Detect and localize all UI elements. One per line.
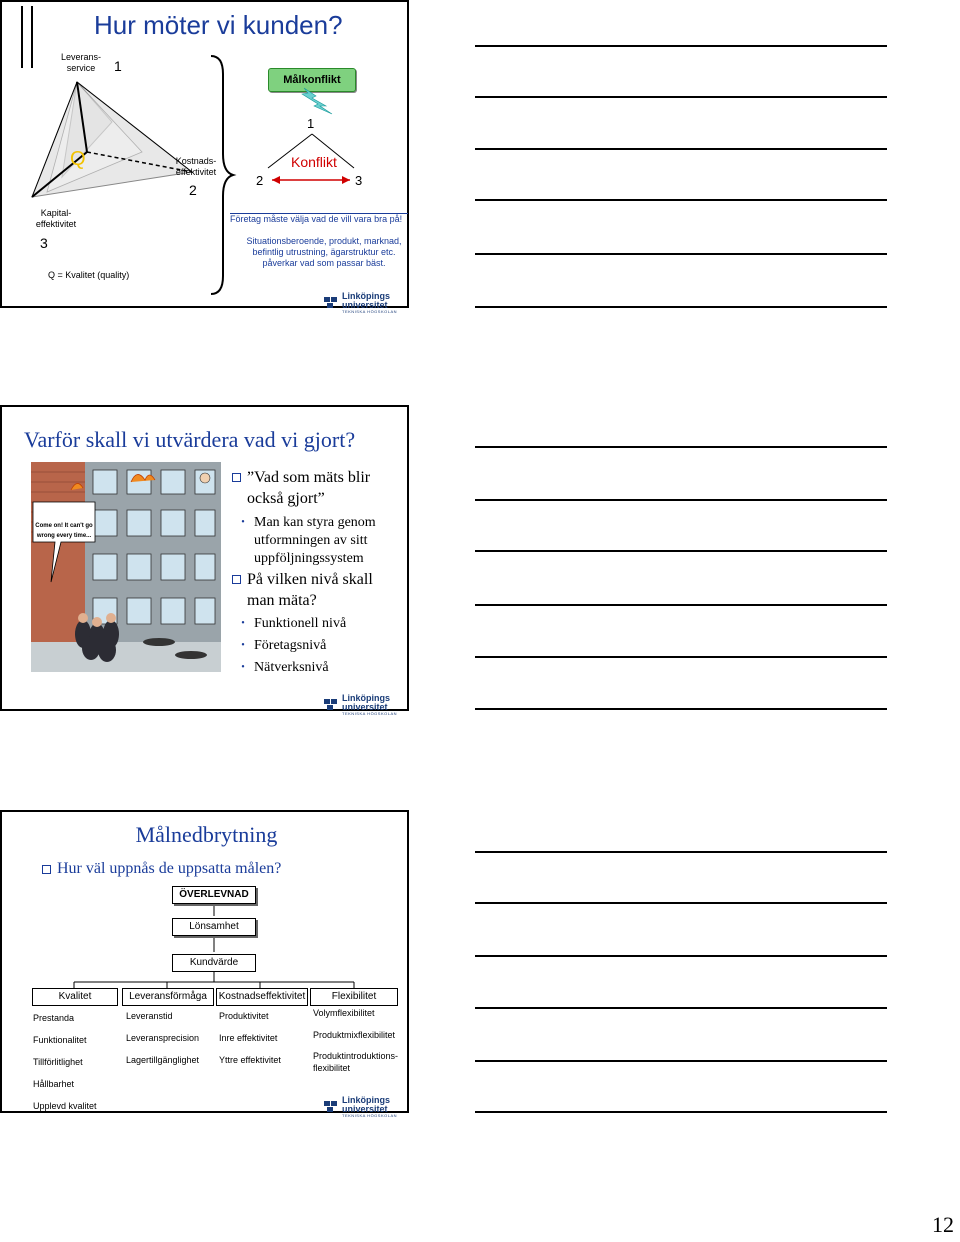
leverans-number: 1 bbox=[114, 58, 122, 74]
conflict-top-number: 1 bbox=[307, 116, 315, 131]
brace-icon bbox=[207, 54, 237, 296]
konflikt-label: Konflikt bbox=[291, 154, 337, 170]
logo-sub: TEKNISKA HÖGSKOLAN bbox=[342, 309, 398, 314]
list-item: Volymflexibilitet bbox=[313, 1008, 375, 1018]
malkonflikt-box: Målkonflikt bbox=[268, 68, 356, 92]
note-line bbox=[475, 45, 887, 47]
cartoon-image bbox=[31, 462, 221, 672]
list-item: Lagertillgänglighet bbox=[126, 1055, 200, 1065]
column-leveransformaga bbox=[126, 1012, 199, 1078]
sub-bullet-2-text: Funktionell nivå bbox=[254, 615, 347, 631]
slide-2-title: Varför skall vi utvärdera vad vi gjort? bbox=[24, 427, 356, 452]
list-item bbox=[313, 1051, 398, 1074]
logo-sub: TEKNISKA HÖGSKOLAN bbox=[342, 711, 398, 716]
bullet-square-icon bbox=[42, 865, 51, 874]
bullet-1-line-2: också gjort” bbox=[247, 489, 325, 507]
kundvarde-box: Kundvärde bbox=[172, 954, 256, 972]
page-number: 12 bbox=[932, 1212, 954, 1237]
list-item: Produktivitet bbox=[219, 1011, 269, 1021]
bullet-square-icon bbox=[232, 473, 241, 482]
note-line bbox=[475, 446, 887, 448]
list-item: Upplevd kvalitet bbox=[33, 1101, 97, 1111]
sub-bullet-3-text: Företagsnivå bbox=[254, 637, 327, 653]
sub-bullet-1-line-1: Man kan styra genom bbox=[254, 514, 376, 530]
bullet-2-line-2: man mäta? bbox=[247, 591, 317, 609]
header-flexibilitet: Flexibilitet bbox=[310, 988, 398, 1006]
header-leveransformaga: Leveransförmåga bbox=[122, 988, 214, 1006]
note-line bbox=[475, 851, 887, 853]
slide-2 bbox=[0, 405, 409, 716]
list-item: Produktmixflexibilitet bbox=[313, 1030, 396, 1040]
note-line bbox=[475, 902, 887, 904]
kapital-number: 3 bbox=[40, 235, 48, 251]
slide-3-bullet-text: Hur väl uppnås de uppsatta målen? bbox=[57, 860, 282, 877]
note-line-2: Situationsberoende, produkt, marknad, bbox=[246, 236, 402, 246]
note-line bbox=[475, 656, 887, 658]
column-kostnadseffektivitet bbox=[219, 1012, 281, 1078]
conflict-right-number: 3 bbox=[355, 173, 363, 188]
note-line bbox=[475, 253, 887, 255]
bullet-2 bbox=[232, 570, 410, 612]
header-kostnadseffektivitet: Kostnadseffektivitet bbox=[216, 988, 308, 1006]
logo-name: Linköpings universitet bbox=[342, 291, 390, 310]
sub-bullet-1-line-3: uppföljningssystem bbox=[254, 550, 364, 566]
slide-3 bbox=[0, 810, 409, 1118]
sub-bullet-4-text: Nätverksnivå bbox=[254, 660, 329, 676]
note-line bbox=[475, 550, 887, 552]
note-line bbox=[475, 499, 887, 501]
slide-1 bbox=[0, 0, 409, 314]
sub-bullet-4 bbox=[232, 659, 410, 677]
bullet-1-line-1: ”Vad som mäts blir bbox=[247, 469, 371, 486]
cartoon-speech bbox=[35, 522, 93, 541]
logo-name: Linköpings universitet bbox=[342, 693, 390, 712]
list-item: Yttre effektivitet bbox=[219, 1055, 281, 1065]
note-line-4: påverkar vad som passar bäst. bbox=[262, 257, 386, 268]
note-line bbox=[475, 708, 887, 710]
slide-1-title: Hur möter vi kunden? bbox=[94, 10, 343, 40]
note-line-3: befintlig utrustning, ägarstruktur etc. bbox=[252, 246, 396, 257]
bullet-1 bbox=[232, 468, 410, 510]
cartoon-speech-line-1: Come on! It can't go bbox=[35, 523, 93, 529]
column-kvalitet bbox=[33, 1014, 97, 1124]
note-line-1: Företag måste välja vad de vill vara bra på! bbox=[230, 214, 403, 224]
lonsamhet-box: Lönsamhet bbox=[172, 918, 256, 936]
sub-bullet-3 bbox=[232, 637, 410, 655]
university-logo-icon bbox=[324, 1101, 338, 1113]
list-item-line: flexibilitet bbox=[313, 1062, 351, 1073]
kostnad-number: 2 bbox=[189, 182, 197, 198]
conflict-left-number: 2 bbox=[256, 173, 264, 188]
list-item: Tillförlitlighet bbox=[33, 1057, 83, 1067]
note-line bbox=[475, 1060, 887, 1062]
bullet-dot-icon: • bbox=[241, 662, 245, 674]
note-line bbox=[475, 604, 887, 606]
sub-bullet-2 bbox=[232, 615, 410, 633]
university-logo bbox=[324, 292, 407, 314]
sub-bullet-1-line-2: utformningen av sitt bbox=[254, 532, 368, 548]
cartoon-speech-line-2: wrong every time... bbox=[36, 532, 92, 539]
kapital-label: Kapital- effektivitet bbox=[35, 208, 77, 229]
overlevnad-box: ÖVERLEVNAD bbox=[172, 886, 256, 904]
university-logo-icon bbox=[324, 297, 338, 309]
leverans-label: Leverans- service bbox=[60, 52, 102, 73]
q-letter: Q bbox=[70, 148, 86, 170]
header-kvalitet: Kvalitet bbox=[32, 988, 118, 1006]
q-legend: Q = Kvalitet (quality) bbox=[48, 270, 130, 280]
bullet-2-line-1: På vilken nivå skall bbox=[247, 571, 373, 589]
list-item-line: Produktintroduktions- bbox=[313, 1051, 399, 1061]
logo-sub: TEKNISKA HÖGSKOLAN bbox=[342, 1113, 398, 1118]
note-line bbox=[475, 199, 887, 201]
slide-3-title: Målnedbrytning bbox=[135, 822, 278, 847]
university-logo bbox=[324, 1096, 407, 1118]
list-item: Funktionalitet bbox=[33, 1035, 87, 1045]
list-item: Hållbarhet bbox=[33, 1079, 75, 1089]
list-item: Leveranstid bbox=[126, 1011, 173, 1021]
bullet-square-icon bbox=[232, 575, 241, 584]
bullet-list bbox=[232, 468, 410, 677]
note-line bbox=[475, 306, 887, 308]
column-flexibilitet bbox=[313, 1009, 398, 1074]
note-line bbox=[475, 148, 887, 150]
bullet-dot-icon: • bbox=[241, 639, 245, 651]
note-line bbox=[475, 1007, 887, 1009]
bullet-dot-icon: • bbox=[241, 516, 245, 528]
bullet-dot-icon: • bbox=[241, 617, 245, 629]
slide-3-bullet bbox=[42, 860, 281, 878]
note-line bbox=[475, 955, 887, 957]
note-line bbox=[475, 1111, 887, 1113]
note-body bbox=[240, 236, 408, 268]
sub-bullet-1 bbox=[232, 514, 410, 569]
kostnad-label: Kostnads- effektivitet bbox=[175, 156, 217, 177]
note-line bbox=[475, 96, 887, 98]
university-logo-icon bbox=[324, 699, 338, 711]
logo-name: Linköpings universitet bbox=[342, 1095, 390, 1114]
list-item: Leveransprecision bbox=[126, 1033, 200, 1043]
university-logo bbox=[324, 694, 407, 716]
list-item: Inre effektivitet bbox=[219, 1033, 278, 1043]
list-item: Prestanda bbox=[33, 1013, 75, 1023]
